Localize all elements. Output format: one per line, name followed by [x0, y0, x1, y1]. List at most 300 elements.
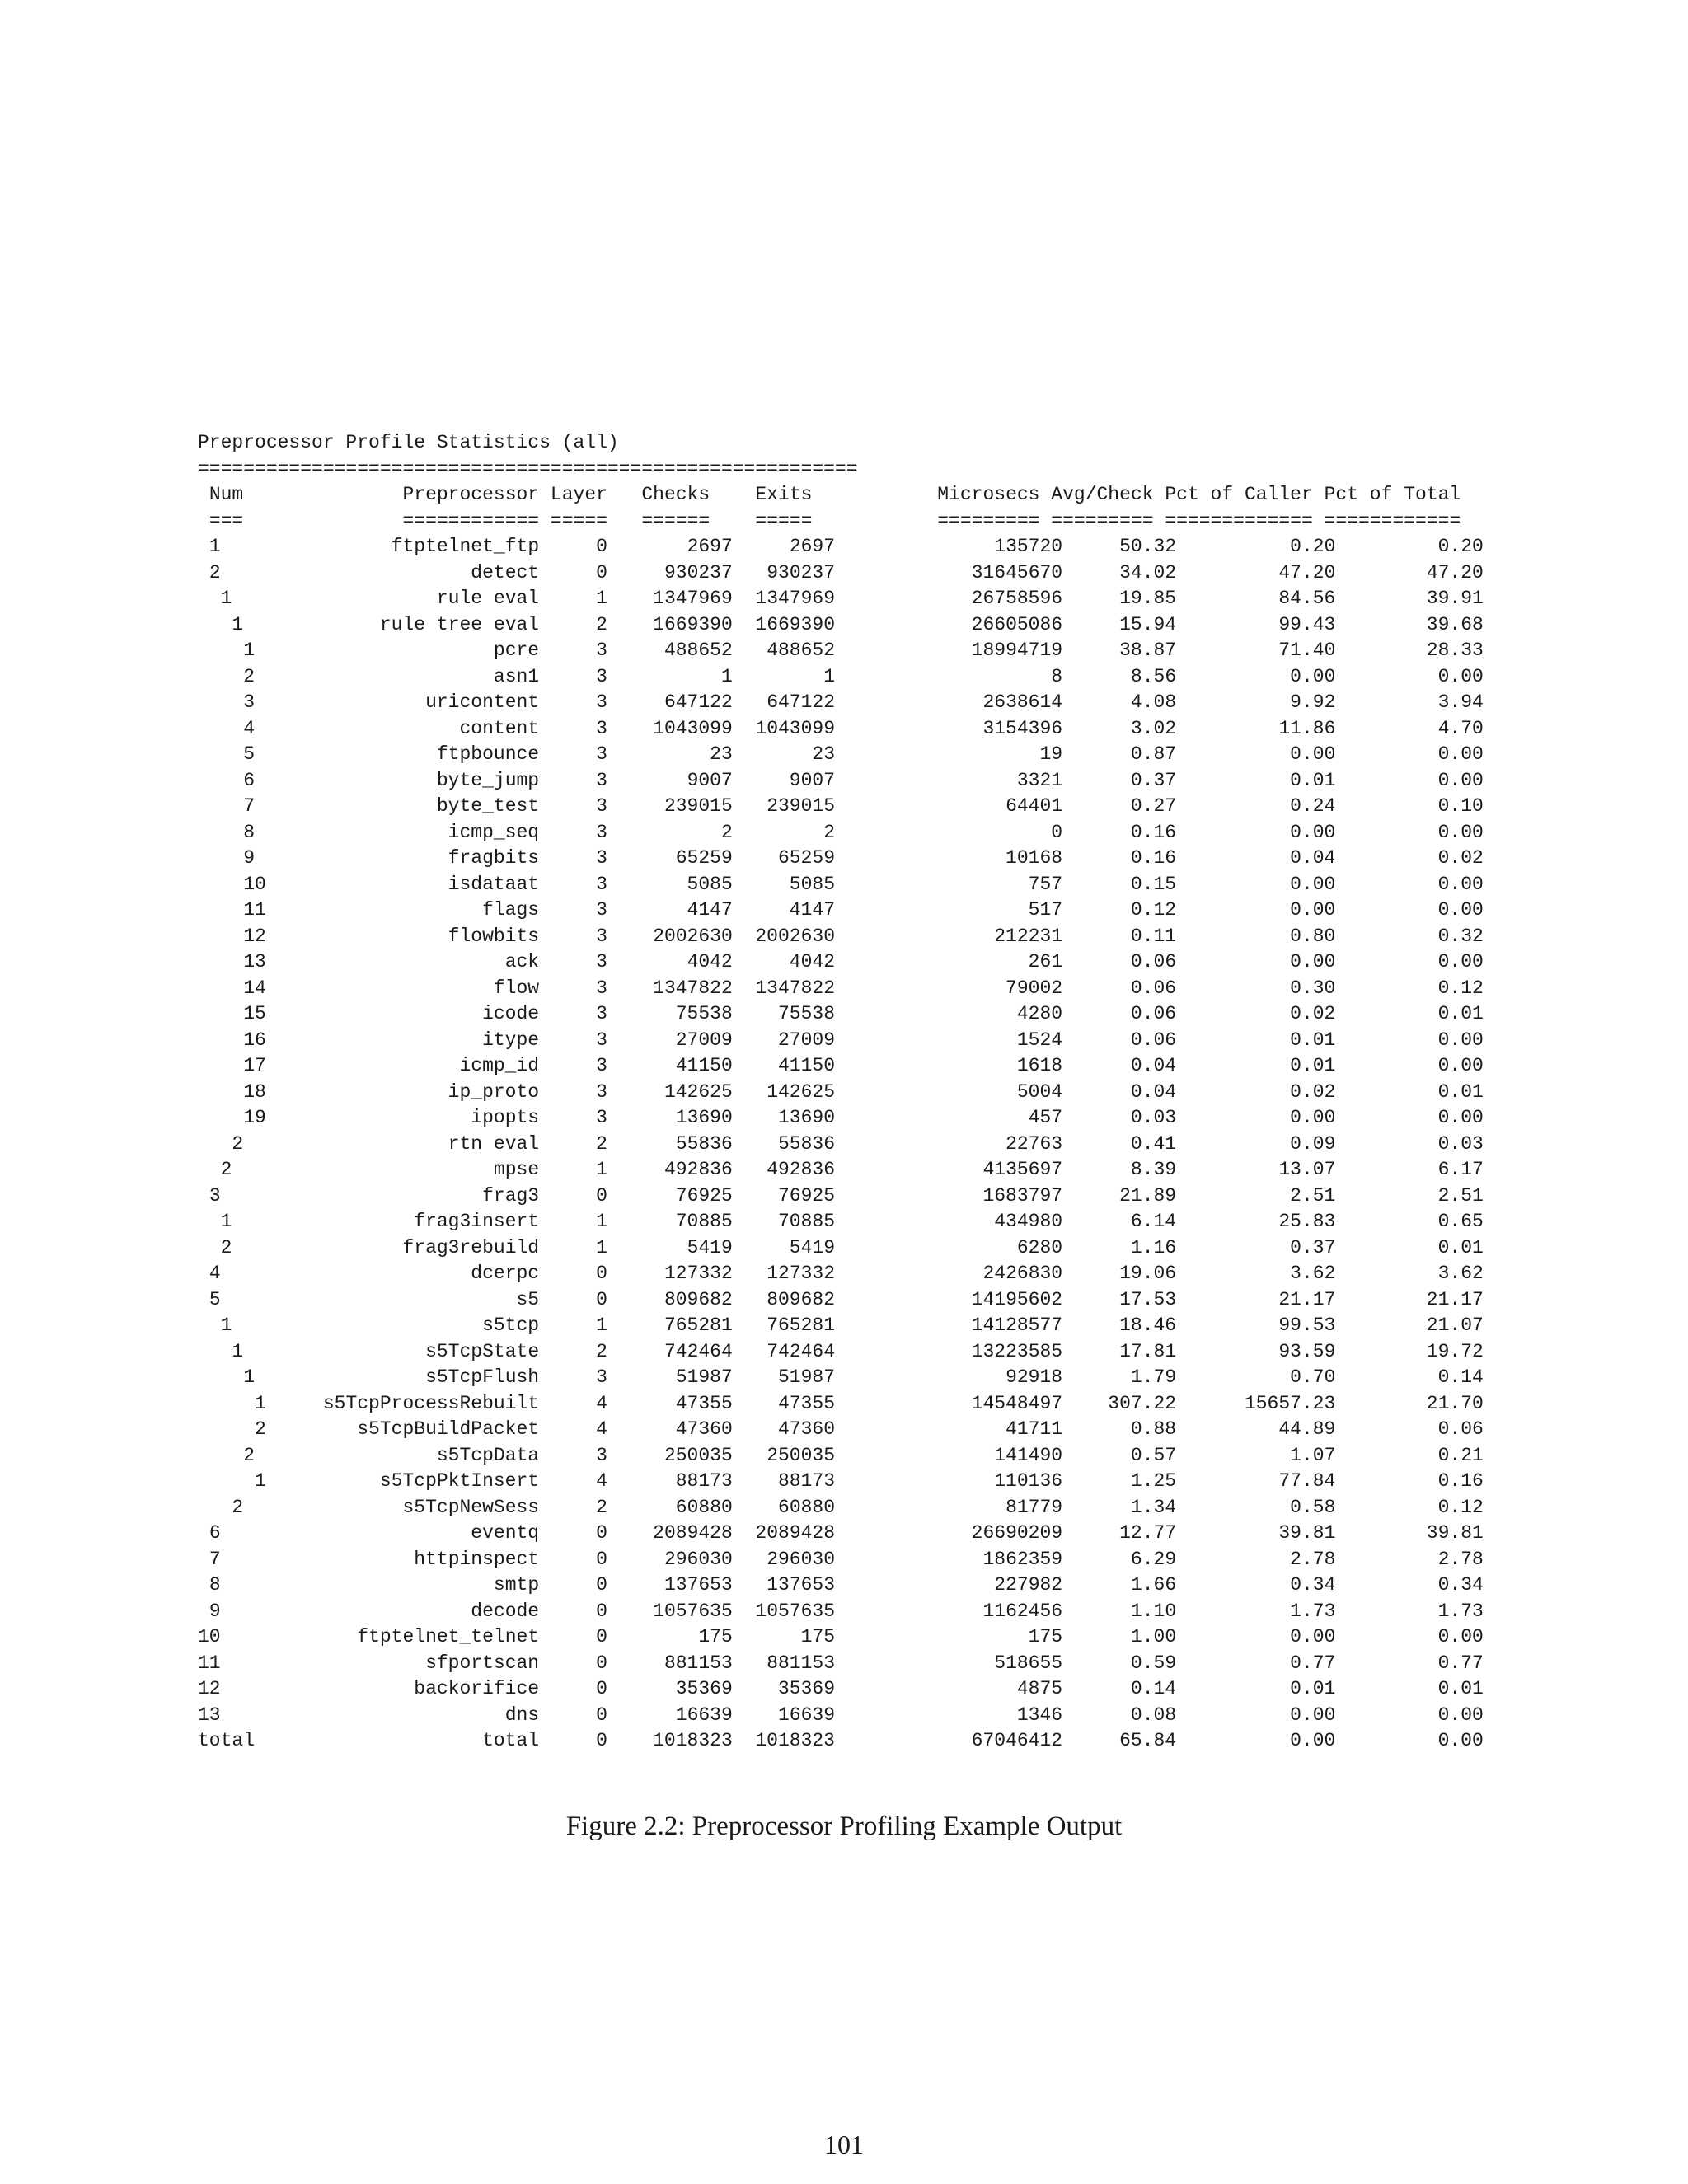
row-preprocessor: s5tcp — [482, 1315, 540, 1336]
row-checks: 5419 — [687, 1236, 733, 1258]
row-num: 11 — [243, 899, 266, 921]
row-preprocessor: pcre — [493, 640, 540, 661]
row-microsecs: 19 — [1039, 743, 1063, 765]
row-microsecs: 79002 — [1006, 977, 1063, 999]
table-row — [198, 1261, 1484, 1287]
row-microsecs: 2426830 — [982, 1263, 1063, 1284]
row-preprocessor: ack — [504, 951, 540, 972]
table-row — [198, 612, 1484, 639]
row-avg-check: 12.77 — [1119, 1522, 1177, 1544]
row-checks: 2002630 — [653, 925, 733, 947]
row-microsecs: 14195602 — [971, 1288, 1063, 1310]
row-checks: 175 — [698, 1626, 733, 1647]
row-microsecs: 41711 — [1006, 1418, 1063, 1440]
row-layer: 0 — [596, 1184, 607, 1207]
row-preprocessor: s5TcpPktInsert — [379, 1470, 540, 1492]
row-microsecs: 67046412 — [971, 1730, 1063, 1751]
row-layer: 3 — [596, 951, 607, 972]
row-microsecs: 5004 — [1016, 1080, 1063, 1103]
row-avg-check: 0.57 — [1130, 1444, 1177, 1466]
row-avg-check: 19.85 — [1119, 588, 1177, 609]
table-row — [198, 1651, 1484, 1677]
underline-pct-caller: ============= — [1165, 509, 1313, 532]
row-avg-check: 0.06 — [1130, 951, 1177, 972]
row-pct-total: 3.94 — [1437, 691, 1484, 713]
row-exits: 1057635 — [755, 1600, 836, 1622]
row-num: 1 — [209, 536, 221, 557]
row-preprocessor: isdataat — [448, 873, 540, 895]
row-exits: 1669390 — [755, 613, 836, 635]
row-pct-total: 39.68 — [1426, 613, 1484, 635]
row-layer: 1 — [596, 1211, 607, 1232]
row-preprocessor: s5TcpProcessRebuilt — [322, 1392, 540, 1414]
row-preprocessor: s5TcpNewSess — [402, 1496, 540, 1518]
row-layer: 4 — [596, 1470, 607, 1492]
row-num: 19 — [243, 1107, 266, 1128]
table-row — [198, 768, 1484, 794]
row-checks: 881153 — [663, 1652, 733, 1674]
report-title-rule: ========================================================== — [198, 457, 858, 480]
row-exits: 137653 — [767, 1574, 836, 1596]
underline-num: === — [209, 509, 244, 532]
row-pct-total: 0.00 — [1437, 1107, 1484, 1128]
table-row — [198, 664, 1484, 691]
row-num: 4 — [209, 1263, 221, 1284]
row-checks: 75538 — [675, 1003, 733, 1024]
row-checks: 809682 — [663, 1288, 733, 1310]
table-row — [198, 1028, 1484, 1054]
row-microsecs: 212231 — [994, 925, 1063, 947]
row-checks: 647122 — [663, 691, 733, 713]
table-row — [198, 1391, 1484, 1418]
row-pct-caller: 0.70 — [1290, 1366, 1336, 1388]
row-checks: 137653 — [663, 1574, 733, 1596]
column-underline-row — [198, 509, 1484, 535]
table-row — [198, 534, 1484, 560]
row-layer: 0 — [596, 1652, 607, 1674]
row-pct-total: 3.62 — [1437, 1263, 1484, 1284]
row-num: total — [198, 1730, 256, 1751]
row-layer: 3 — [596, 977, 607, 999]
row-microsecs: 757 — [1028, 873, 1063, 895]
table-row — [198, 976, 1484, 1002]
row-pct-caller: 15657.23 — [1244, 1392, 1336, 1414]
table-row — [198, 1365, 1484, 1391]
underline-pct-total: ============ — [1324, 509, 1461, 532]
row-microsecs: 64401 — [1006, 795, 1063, 817]
table-row — [198, 1339, 1484, 1366]
row-num: 1 — [220, 1315, 232, 1336]
row-pct-caller: 0.01 — [1290, 769, 1336, 791]
row-preprocessor: frag3insert — [414, 1211, 540, 1232]
row-num: 10 — [243, 873, 266, 895]
row-pct-total: 0.00 — [1437, 1055, 1484, 1076]
row-pct-total: 0.00 — [1437, 873, 1484, 895]
row-avg-check: 6.29 — [1130, 1548, 1177, 1570]
row-pct-total: 0.12 — [1437, 977, 1484, 999]
row-layer: 0 — [596, 1574, 607, 1596]
row-preprocessor: detect — [471, 561, 540, 583]
row-exits: 35369 — [777, 1678, 835, 1699]
row-num: 12 — [243, 925, 266, 947]
row-pct-caller: 0.00 — [1290, 1626, 1336, 1647]
row-num: 1 — [255, 1470, 266, 1492]
row-checks: 9007 — [687, 769, 733, 791]
row-pct-caller: 0.00 — [1290, 899, 1336, 921]
row-exits: 2089428 — [755, 1522, 836, 1544]
row-preprocessor: ipopts — [471, 1107, 540, 1128]
row-exits: 23 — [812, 743, 836, 765]
row-layer: 3 — [596, 873, 607, 895]
row-num: 17 — [243, 1055, 266, 1076]
table-row — [198, 794, 1484, 820]
row-exits: 65259 — [777, 847, 835, 869]
row-pct-total: 0.16 — [1437, 1470, 1484, 1492]
table-row — [198, 1417, 1484, 1443]
row-exits: 5419 — [789, 1236, 836, 1258]
row-layer: 3 — [596, 1107, 607, 1128]
row-num: 10 — [198, 1626, 221, 1647]
row-avg-check: 0.12 — [1130, 899, 1177, 921]
row-exits: 2002630 — [755, 925, 835, 947]
row-avg-check: 0.06 — [1130, 1029, 1177, 1051]
row-pct-total: 21.07 — [1426, 1315, 1484, 1336]
row-checks: 142625 — [663, 1080, 733, 1103]
underline-avg-check: ========= — [1051, 509, 1154, 532]
row-checks: 492836 — [663, 1159, 733, 1180]
row-pct-total: 19.72 — [1426, 1340, 1484, 1362]
row-pct-total: 0.00 — [1437, 899, 1484, 921]
row-microsecs: 8 — [1051, 665, 1063, 687]
row-checks: 2697 — [687, 536, 733, 557]
row-preprocessor: byte_test — [436, 795, 540, 817]
row-num: 3 — [243, 691, 256, 713]
row-checks: 47355 — [675, 1392, 733, 1414]
row-exits: 239015 — [767, 795, 836, 817]
row-checks: 55836 — [675, 1132, 733, 1155]
statistics-rows — [198, 534, 1484, 1755]
row-layer: 3 — [596, 899, 607, 921]
row-preprocessor: flowbits — [448, 925, 540, 947]
row-checks: 765281 — [663, 1315, 733, 1336]
row-pct-caller: 21.17 — [1278, 1288, 1336, 1310]
row-num: 2 — [209, 561, 221, 583]
row-avg-check: 1.00 — [1130, 1626, 1177, 1647]
row-layer: 3 — [596, 640, 607, 661]
header-microsecs: Microsecs — [937, 484, 1040, 505]
row-avg-check: 0.03 — [1130, 1107, 1177, 1128]
row-avg-check: 34.02 — [1119, 561, 1177, 583]
row-avg-check: 1.34 — [1130, 1496, 1177, 1518]
table-row — [198, 1287, 1484, 1314]
row-preprocessor: dcerpc — [471, 1263, 540, 1284]
row-layer: 3 — [596, 1366, 607, 1388]
table-row — [198, 924, 1484, 950]
row-num: 1 — [243, 640, 256, 661]
row-preprocessor: frag3rebuild — [402, 1236, 540, 1258]
row-pct-total: 4.70 — [1437, 717, 1484, 739]
row-checks: 1018323 — [653, 1730, 733, 1751]
row-exits: 55836 — [778, 1132, 836, 1155]
row-exits: 41150 — [777, 1055, 835, 1076]
row-pct-total: 0.00 — [1437, 951, 1484, 972]
row-pct-total: 0.77 — [1437, 1652, 1484, 1674]
table-row — [198, 690, 1484, 716]
row-avg-check: 21.89 — [1119, 1184, 1177, 1207]
table-row — [198, 820, 1484, 846]
row-pct-caller: 2.51 — [1290, 1184, 1336, 1207]
row-layer: 3 — [596, 795, 607, 817]
row-exits: 647122 — [767, 691, 836, 713]
row-num: 2 — [220, 1236, 232, 1258]
row-layer: 2 — [596, 1496, 607, 1518]
row-layer: 1 — [596, 1315, 607, 1336]
table-row — [198, 1001, 1484, 1028]
row-pct-total: 0.02 — [1437, 847, 1484, 869]
row-num: 5 — [243, 743, 256, 765]
row-avg-check: 0.14 — [1130, 1678, 1177, 1699]
profile-statistics-output — [198, 430, 1484, 1755]
row-preprocessor: s5TcpData — [436, 1444, 540, 1466]
row-preprocessor: s5TcpFlush — [425, 1366, 540, 1388]
table-row — [198, 1599, 1484, 1625]
row-checks: 250035 — [663, 1444, 733, 1466]
row-layer: 0 — [596, 1678, 607, 1699]
row-avg-check: 4.08 — [1130, 691, 1177, 713]
row-pct-caller: 9.92 — [1290, 691, 1336, 713]
row-exits: 2 — [823, 821, 835, 843]
row-pct-caller: 99.53 — [1278, 1315, 1336, 1336]
row-checks: 27009 — [675, 1029, 733, 1051]
row-microsecs: 261 — [1028, 951, 1063, 972]
row-preprocessor: sfportscan — [425, 1652, 540, 1674]
row-avg-check: 0.16 — [1130, 847, 1177, 869]
row-checks: 65259 — [675, 847, 733, 869]
row-pct-caller: 0.00 — [1290, 821, 1336, 843]
row-preprocessor: httpinspect — [414, 1548, 540, 1570]
row-layer: 3 — [596, 743, 607, 765]
row-num: 14 — [243, 977, 266, 999]
row-avg-check: 19.06 — [1119, 1263, 1177, 1284]
row-num: 2 — [243, 665, 256, 687]
row-checks: 127332 — [663, 1263, 733, 1284]
row-exits: 75538 — [777, 1003, 835, 1024]
row-avg-check: 0.41 — [1130, 1132, 1177, 1155]
table-row — [198, 1053, 1484, 1080]
row-exits: 4042 — [789, 951, 836, 972]
row-microsecs: 1346 — [1016, 1704, 1063, 1726]
row-checks: 70885 — [675, 1211, 733, 1232]
row-microsecs: 2638614 — [982, 691, 1063, 713]
row-layer: 3 — [596, 821, 607, 843]
row-layer: 0 — [596, 561, 607, 583]
row-checks: 88173 — [675, 1470, 733, 1492]
row-exits: 742464 — [767, 1340, 836, 1362]
row-microsecs: 517 — [1028, 899, 1063, 921]
row-num: 8 — [209, 1574, 221, 1596]
row-num: 2 — [220, 1159, 232, 1180]
row-avg-check: 1.79 — [1130, 1366, 1177, 1388]
row-pct-caller: 39.81 — [1278, 1522, 1336, 1544]
row-layer: 3 — [596, 925, 607, 947]
row-avg-check: 0.87 — [1130, 743, 1177, 765]
row-num: 2 — [232, 1496, 244, 1518]
row-pct-caller: 84.56 — [1278, 588, 1336, 609]
row-pct-caller: 0.30 — [1290, 977, 1336, 999]
row-pct-total: 0.00 — [1437, 665, 1484, 687]
row-layer: 1 — [596, 588, 607, 609]
row-preprocessor: s5TcpState — [425, 1340, 540, 1362]
row-preprocessor: flow — [493, 977, 540, 999]
row-checks: 35369 — [675, 1678, 733, 1699]
underline-microsecs: ========= — [937, 509, 1040, 532]
row-preprocessor: fragbits — [448, 847, 540, 869]
row-pct-caller: 25.83 — [1278, 1211, 1336, 1232]
row-pct-total: 0.00 — [1437, 769, 1484, 791]
table-row — [198, 1728, 1484, 1755]
row-num: 18 — [243, 1080, 266, 1103]
row-layer: 3 — [596, 1003, 607, 1024]
row-layer: 0 — [596, 1288, 607, 1310]
row-checks: 60880 — [675, 1496, 733, 1518]
row-pct-total: 21.70 — [1426, 1392, 1484, 1414]
row-checks: 1347969 — [653, 588, 733, 609]
row-microsecs: 4280 — [1016, 1003, 1063, 1024]
row-pct-caller: 0.34 — [1290, 1574, 1336, 1596]
row-preprocessor: rtn eval — [448, 1132, 540, 1155]
row-microsecs: 4875 — [1016, 1678, 1063, 1699]
row-avg-check: 0.37 — [1130, 769, 1177, 791]
row-layer: 3 — [596, 665, 607, 687]
row-layer: 3 — [596, 1029, 607, 1051]
row-microsecs: 13223585 — [971, 1340, 1063, 1362]
table-row — [198, 1080, 1484, 1106]
row-pct-caller: 0.01 — [1290, 1055, 1336, 1076]
table-row — [198, 1624, 1484, 1651]
row-pct-caller: 0.04 — [1290, 847, 1336, 869]
row-checks: 488652 — [663, 640, 733, 661]
row-avg-check: 65.84 — [1119, 1730, 1177, 1751]
header-preprocessor: Preprocessor — [402, 484, 540, 505]
row-avg-check: 8.39 — [1130, 1159, 1177, 1180]
row-exits: 88173 — [777, 1470, 835, 1492]
header-pct-caller: Pct of Caller — [1165, 484, 1313, 505]
row-num: 1 — [220, 588, 232, 609]
row-microsecs: 26690209 — [971, 1522, 1063, 1544]
row-pct-caller: 0.09 — [1290, 1132, 1336, 1155]
underline-layer: ===== — [550, 509, 607, 532]
row-checks: 2089428 — [653, 1522, 733, 1544]
row-pct-caller: 3.62 — [1290, 1263, 1336, 1284]
row-pct-total: 0.10 — [1437, 795, 1484, 817]
row-pct-total: 0.00 — [1437, 743, 1484, 765]
row-preprocessor: mpse — [493, 1159, 540, 1180]
row-microsecs: 10168 — [1006, 847, 1063, 869]
row-checks: 16639 — [675, 1704, 733, 1726]
row-pct-total: 6.17 — [1437, 1159, 1484, 1180]
row-num: 7 — [209, 1548, 221, 1570]
row-avg-check: 0.15 — [1130, 873, 1177, 895]
row-num: 11 — [198, 1652, 221, 1674]
row-num: 12 — [198, 1678, 221, 1699]
row-exits: 47355 — [777, 1392, 835, 1414]
row-pct-total: 0.12 — [1437, 1496, 1484, 1518]
row-avg-check: 50.32 — [1119, 536, 1177, 557]
row-preprocessor: decode — [471, 1600, 540, 1622]
row-pct-total: 2.78 — [1437, 1548, 1484, 1570]
row-exits: 1018323 — [755, 1730, 835, 1751]
row-preprocessor: uricontent — [425, 691, 540, 713]
row-microsecs: 6280 — [1016, 1236, 1063, 1258]
row-preprocessor: rule eval — [436, 588, 540, 609]
row-layer: 1 — [596, 1236, 607, 1258]
row-layer: 3 — [596, 717, 607, 739]
row-exits: 1043099 — [755, 717, 836, 739]
row-preprocessor: s5 — [516, 1288, 540, 1310]
row-avg-check: 17.53 — [1119, 1288, 1177, 1310]
row-microsecs: 1862359 — [982, 1548, 1063, 1570]
table-row — [198, 1443, 1484, 1469]
row-pct-caller: 71.40 — [1278, 640, 1336, 661]
row-preprocessor: content — [459, 717, 540, 739]
row-exits: 809682 — [767, 1288, 836, 1310]
table-row — [198, 586, 1484, 612]
row-layer: 3 — [596, 1444, 607, 1466]
row-num: 2 — [255, 1418, 266, 1440]
row-avg-check: 0.27 — [1130, 795, 1177, 817]
row-microsecs: 1618 — [1016, 1055, 1063, 1076]
table-row — [198, 1105, 1484, 1132]
row-avg-check: 1.66 — [1130, 1574, 1177, 1596]
row-microsecs: 18994719 — [971, 640, 1063, 661]
row-exits: 27009 — [777, 1029, 835, 1051]
underline-preprocessor: ============ — [402, 509, 540, 532]
row-microsecs: 141490 — [994, 1444, 1063, 1466]
row-microsecs: 26605086 — [971, 613, 1063, 635]
row-pct-caller: 2.78 — [1290, 1548, 1336, 1570]
row-microsecs: 518655 — [994, 1652, 1063, 1674]
row-avg-check: 0.06 — [1130, 977, 1177, 999]
row-avg-check: 38.87 — [1119, 640, 1177, 661]
row-num: 8 — [243, 821, 256, 843]
row-pct-caller: 0.01 — [1290, 1678, 1336, 1699]
row-preprocessor: icode — [482, 1003, 540, 1024]
row-exits: 881153 — [767, 1652, 836, 1674]
table-row — [198, 638, 1484, 664]
row-layer: 3 — [596, 769, 607, 791]
row-preprocessor: ftptelnet_telnet — [357, 1626, 540, 1647]
row-pct-caller: 0.77 — [1290, 1652, 1336, 1674]
row-pct-caller: 13.07 — [1278, 1159, 1336, 1180]
row-avg-check: 0.16 — [1130, 821, 1177, 843]
row-pct-caller: 0.01 — [1290, 1029, 1336, 1051]
table-row — [198, 1209, 1484, 1235]
row-preprocessor: ftpbounce — [436, 743, 540, 765]
row-pct-total: 0.00 — [1437, 1029, 1484, 1051]
header-pct-total: Pct of Total — [1324, 484, 1461, 505]
row-layer: 2 — [596, 613, 607, 635]
row-exits: 1347822 — [755, 977, 835, 999]
row-avg-check: 0.04 — [1130, 1080, 1177, 1103]
row-checks: 76925 — [675, 1184, 733, 1207]
row-num: 6 — [243, 769, 256, 791]
row-layer: 4 — [596, 1392, 607, 1414]
row-pct-total: 47.20 — [1426, 561, 1484, 583]
row-pct-caller: 0.00 — [1290, 1704, 1336, 1726]
row-avg-check: 15.94 — [1119, 613, 1177, 635]
row-checks: 239015 — [663, 795, 733, 817]
row-checks: 51987 — [675, 1366, 733, 1388]
